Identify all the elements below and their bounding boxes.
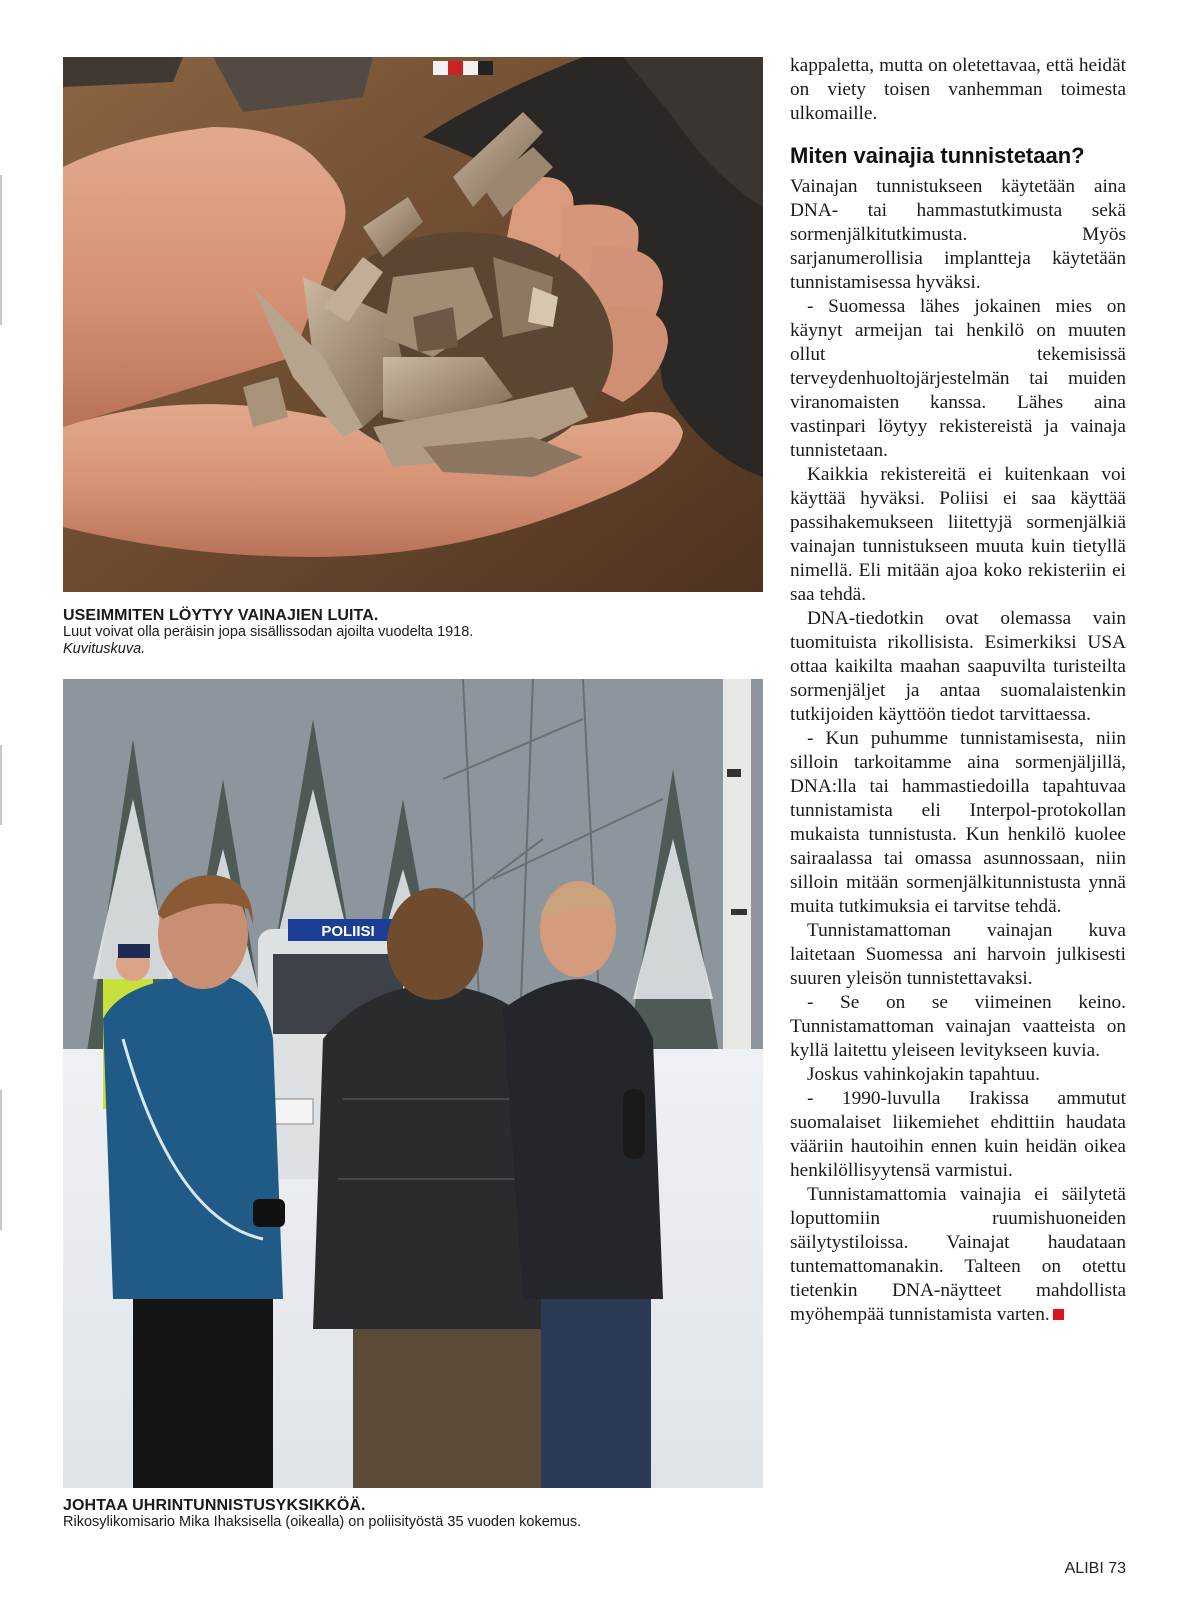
article-paragraph: Joskus vahinkojakin tapahtuu. [807,1064,1040,1085]
article-paragraph: kappaletta, mutta on oletettavaa, että heidät on viety toisen vanhemman toimesta ulkomaille. [790,55,1126,124]
article-last-paragraph [790,1183,1126,1327]
bones-in-hands-photo [63,57,763,592]
winter-investigators-photo [63,679,763,1488]
bones-illustration [63,57,763,592]
caption-credit: Kuvituskuva. [63,641,146,657]
article-paragraph: - Suomessa lähes jokainen mies on käynyt armeijan tai henkilö on muuten ollut tekemisissä terveydenhuoltojärjestelmän tai muiden viranomaisten kanssa. Lähes aina vastinpari löytyy rekistereistä ja vainaja tunnistetaan. [790,296,1126,461]
scan-edge-mark [0,745,2,825]
article-paragraph: Vainajan tunnistukseen käytetään aina DNA- tai hammastutkimusta sekä sormenjälkitutkimusta. Myös sarjanumerollisia implantteja käytetään tunnistamisessa hyväksi. [790,176,1126,293]
article-paragraph: - Se on se viimeinen keino. Tunnistamattoman vainajan vaatteista on kyllä laitettu yleiseen levitykseen kuvia. [790,992,1126,1061]
page-footer: ALIBI 73 [1064,1560,1126,1577]
article-paragraph: - Kun puhumme tunnistamisesta, niin silloin tarkoitamme aina sormenjäljillä, DNA:lla tai hammastiedoilla tapahtuvaa tunnistamista eli Interpol-protokollan mukaista tunnistusta. Kun henkilö kuolee sairaalassa tai omassa asunnossaan, niin silloin mitään sormenjälkitunnistusta ynnä muita tutkimuksia ei tarvitse tehdä. [790,728,1126,917]
photo-caption [63,607,763,658]
article-column [790,54,1126,1327]
winter-scene-illustration [63,679,763,1488]
article-paragraph: - 1990-luvulla Irakissa ammutut suomalaiset liikemiehet ehdittiin haudata vääriin hautoihin ennen kuin heidän oikea henkilöllisyytensä varmistui. [790,1088,1126,1181]
article-paragraph: DNA-tiedotkin ovat olemassa vain tuomituista rikollisista. Esimerkiksi USA ottaa kaikilta maahan saapuvilta turisteilta sormenjäljet ja antaa suomalaistenkin tutkijoiden käyttöön tiedot tarvittaessa. [790,608,1126,725]
car-sign: POLIISI [321,923,375,940]
article-paragraph-text: Tunnistamattomia vainajia ei säilytetä loputtomiin ruumishuoneiden säilytystiloissa. Vainajat haudataan tuntemattomanakin. Talteen on otettu tietenkin DNA-näytteet mahdollista myöhempää tunnistamista varten. [790,1184,1126,1325]
article-subheading: Miten vainajia tunnistetaan? [790,143,1085,168]
article-paragraph: Tunnistamattoman vainajan kuva laitetaan Suomessa ani harvoin julkisesti suuren yleisön tunnistettavaksi. [790,920,1126,989]
caption-heading: USEIMMITEN LÖYTYY VAINAJIEN LUITA. [63,607,379,624]
caption-text: Luut voivat olla peräisin jopa sisällissodan ajoilta vuodelta 1918. [63,624,474,640]
caption-text: Rikosylikomisario Mika Ihaksisella (oikealla) on poliisityöstä 35 vuoden kokemus. [63,1514,582,1530]
end-mark-icon [1053,1309,1064,1320]
scan-edge-mark [0,1090,2,1230]
article-paragraph: Kaikkia rekistereitä ei kuitenkaan voi käyttää hyväksi. Poliisi ei saa käyttää passihakemukseen liitettyjä sormenjälkiä vainajan tunnistukseen muuta kuin tietyllä nimellä. Eli mitään ajoa koko rekisteriin ei saa tehdä. [790,464,1126,605]
photo-caption [63,1497,763,1531]
caption-heading: JOHTAA UHRINTUNNISTUSYKSIKKÖÄ. [63,1497,366,1514]
scan-edge-mark [0,175,2,325]
